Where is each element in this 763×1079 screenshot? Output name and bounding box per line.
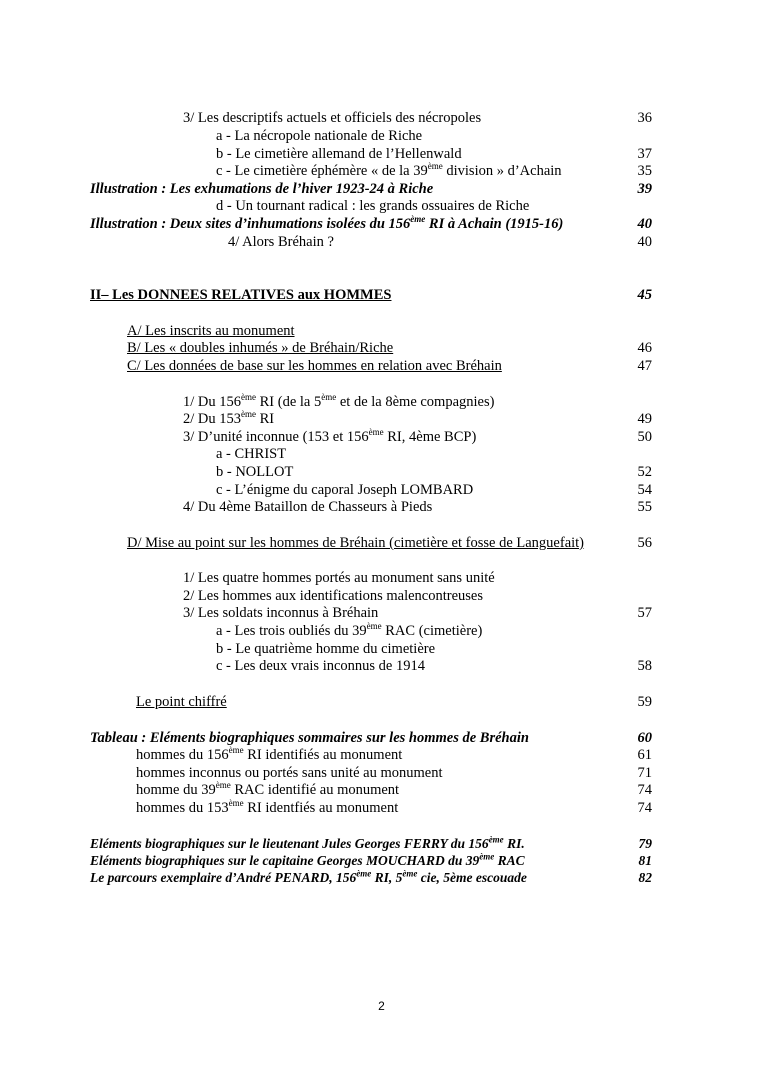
toc-entry-page: 74 <box>637 782 652 798</box>
toc-entry-page: 55 <box>637 499 652 515</box>
title-text: Illustration : Les exhumations de l’hiver 1923-24 à Riche <box>90 181 434 197</box>
toc-entry <box>0 621 763 641</box>
toc-entry <box>0 656 763 676</box>
toc-entry-page: 82 <box>638 870 652 885</box>
title-text: Le point chiffré <box>136 694 227 710</box>
superscript: ème <box>479 851 495 862</box>
title-text: 4/ Du 4ème Bataillon de Chasseurs à Pieds <box>183 499 433 515</box>
title-text: hommes du 156 <box>136 747 229 763</box>
superscript: ème <box>228 798 244 809</box>
toc-entry <box>0 214 763 234</box>
superscript: ème <box>241 409 256 420</box>
toc-entry-title <box>183 409 274 429</box>
toc-entry-page: 54 <box>637 482 652 498</box>
title-text: RAC <box>494 853 525 868</box>
superscript: ème <box>366 621 382 632</box>
title-text: D/ Mise au point sur les hommes de Bréhain (cimetière et fosse de Languefait) <box>127 535 585 551</box>
toc-entry-page: 81 <box>638 853 652 868</box>
toc-entry-page: 35 <box>637 163 652 179</box>
toc-entry-title <box>183 568 495 588</box>
toc-entry <box>0 868 763 888</box>
superscript: ème <box>228 745 244 756</box>
toc-entry-title <box>127 338 393 358</box>
title-text: c - L’énigme du caporal Joseph LOMBARD <box>216 482 474 498</box>
toc-entry-title <box>216 161 562 181</box>
toc-entry-page: 59 <box>637 694 652 710</box>
title-text: 4/ Alors Bréhain ? <box>228 234 334 250</box>
title-text: b - Le quatrième homme du cimetière <box>216 641 436 657</box>
superscript: ème <box>368 427 384 438</box>
title-text: RAC (cimetière) <box>381 623 483 639</box>
title-text: c - Le cimetière éphémère « de la 39 <box>216 163 428 179</box>
toc-entry <box>0 497 763 517</box>
title-text: b - NOLLOT <box>216 464 294 480</box>
toc-entry-title <box>136 692 227 712</box>
title-text: d - Un tournant radical : les grands ossuaires de Riche <box>216 198 530 214</box>
title-text: Tableau : Eléments biographiques sommaires sur les hommes de Bréhain <box>90 730 529 746</box>
title-text: 1/ Du 156 <box>183 394 241 410</box>
title-text: RI. <box>503 836 525 851</box>
toc-entry-title <box>136 798 398 818</box>
toc-entry-title <box>90 214 563 234</box>
title-text: A/ Les inscrits au monument <box>127 323 295 339</box>
toc-entry <box>0 444 763 464</box>
toc-entry-page: 57 <box>637 605 652 621</box>
title-text: Illustration : Deux sites d’inhumations isolées du 156 <box>90 216 411 232</box>
toc-entry-title <box>216 126 422 146</box>
toc-entry-page: 52 <box>637 464 652 480</box>
toc-entry <box>0 462 763 482</box>
title-text: 2/ Du 153 <box>183 411 241 427</box>
title-text: B/ Les « doubles inhumés » de Bréhain/Riche <box>127 340 394 356</box>
title-text: hommes inconnus ou portés sans unité au monument <box>136 765 443 781</box>
toc-entry-page: 58 <box>637 658 652 674</box>
toc-entry <box>0 338 763 358</box>
toc-entry-page: 56 <box>637 535 652 551</box>
toc-entry-title <box>216 656 425 676</box>
toc-entry-page: 40 <box>637 216 652 232</box>
toc-entry-title <box>216 196 529 216</box>
title-text: a - La nécropole nationale de Riche <box>216 128 423 144</box>
toc-entry-page: 50 <box>637 429 652 445</box>
toc-entry-page: 40 <box>637 234 652 250</box>
superscript: ème <box>402 868 418 879</box>
superscript: ème <box>488 834 504 845</box>
toc-entry-page: 49 <box>637 411 652 427</box>
toc-entry-title <box>136 745 402 765</box>
title-text: et de la 8ème compagnies) <box>336 394 495 410</box>
toc-entry-title <box>216 444 286 464</box>
toc-entry-page: 46 <box>637 340 652 356</box>
title-text: cie, 5ème escouade <box>417 870 527 885</box>
toc-entry <box>0 356 763 376</box>
toc-entry-page: 60 <box>637 730 652 746</box>
toc-entry-title <box>183 108 481 128</box>
toc-entry <box>0 533 763 553</box>
toc-entry <box>0 161 763 181</box>
toc-entry <box>0 409 763 429</box>
toc-entry-title <box>216 621 482 641</box>
title-text: homme du 39 <box>136 782 216 798</box>
page-number: 2 <box>378 999 385 1013</box>
toc-entry <box>0 798 763 818</box>
superscript: ème <box>241 392 256 403</box>
title-text: RI (de la 5 <box>256 394 322 410</box>
title-text: 1/ Les quatre hommes portés au monument sans unité <box>183 570 495 586</box>
toc-entry <box>0 745 763 765</box>
superscript: ème <box>321 392 337 403</box>
title-text: Le parcours exemplaire d’André PENARD, 156 <box>90 870 357 885</box>
title-text: RI <box>256 411 275 427</box>
title-text: RI identifiés au monument <box>243 747 403 763</box>
toc-entry <box>0 285 763 305</box>
title-text: RAC identifié au monument <box>230 782 400 798</box>
toc-entry-page: 47 <box>637 358 652 374</box>
title-text: c - Les deux vrais inconnus de 1914 <box>216 658 425 674</box>
toc-entry <box>0 692 763 712</box>
title-text: RI à Achain (1915-16) <box>425 216 564 232</box>
toc-entry <box>0 108 763 128</box>
toc-entry-page: 36 <box>637 110 652 126</box>
toc-entry <box>0 568 763 588</box>
toc-entry-title <box>136 780 399 800</box>
title-text: division » d’Achain <box>442 163 562 179</box>
toc-entry <box>0 780 763 800</box>
toc-entry-title <box>228 232 334 252</box>
superscript: ème <box>356 868 372 879</box>
toc-entry-title <box>183 603 378 623</box>
toc-entry <box>0 126 763 146</box>
title-text: 3/ Les descriptifs actuels et officiels des nécropoles <box>183 110 482 126</box>
title-text: b - Le cimetière allemand de l’Hellenwald <box>216 146 462 162</box>
toc-entry <box>0 232 763 252</box>
title-text: 3/ Les soldats inconnus à Bréhain <box>183 605 379 621</box>
superscript: ème <box>215 780 231 791</box>
toc-entry <box>0 603 763 623</box>
title-text: Eléments biographiques sur le capitaine Georges MOUCHARD du 39 <box>90 853 480 868</box>
toc-entry-page: 37 <box>637 146 652 162</box>
title-text: RI, 5 <box>371 870 403 885</box>
toc-entry-title <box>127 533 584 553</box>
superscript: ème <box>427 161 443 172</box>
toc-entry <box>0 196 763 216</box>
title-text: RI identfiés au monument <box>243 800 399 816</box>
toc-entry-page: 79 <box>638 836 652 851</box>
toc-entry-page: 45 <box>637 287 652 303</box>
toc-entry-title <box>90 868 527 888</box>
toc-entry-page: 74 <box>637 800 652 816</box>
title-text: hommes du 153 <box>136 800 229 816</box>
toc-entry-page: 61 <box>637 747 652 763</box>
title-text: C/ Les données de base sur les hommes en relation avec Bréhain <box>127 358 502 374</box>
title-text: a - Les trois oubliés du 39 <box>216 623 367 639</box>
toc-entry-title <box>216 462 293 482</box>
toc-entry-title <box>183 497 432 517</box>
toc-entry-page: 39 <box>637 181 652 197</box>
superscript: ème <box>410 214 426 225</box>
toc-entry-title <box>127 356 502 376</box>
title-text: 2/ Les hommes aux identifications malencontreuses <box>183 588 483 604</box>
title-text: II– Les DONNEES RELATIVES aux HOMMES <box>90 287 392 303</box>
title-text: Eléments biographiques sur le lieutenant Jules Georges FERRY du 156 <box>90 836 489 851</box>
title-text: 3/ D’unité inconnue (153 et 156 <box>183 429 369 445</box>
toc-entry-title <box>90 285 391 305</box>
toc-entry-page: 71 <box>637 765 652 781</box>
title-text: RI, 4ème BCP) <box>383 429 477 445</box>
title-text: a - CHRIST <box>216 446 287 462</box>
